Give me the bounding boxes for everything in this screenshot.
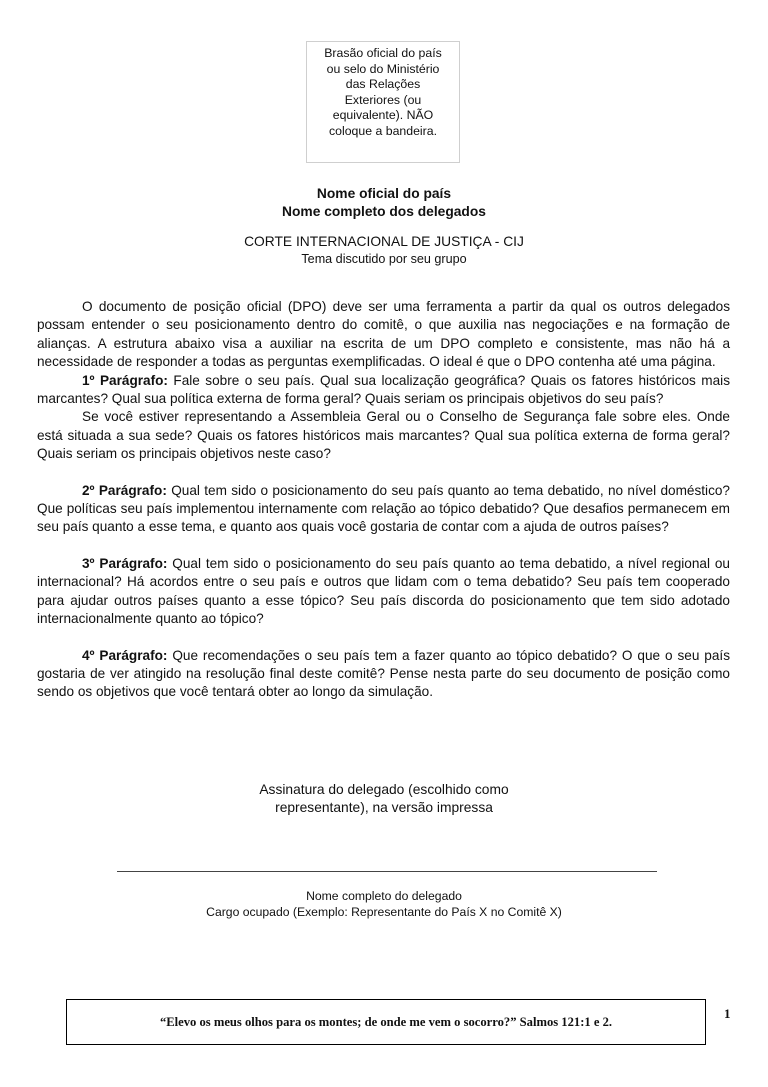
seal-line: das Relações: [345, 77, 421, 91]
seal-placeholder-box: [306, 41, 460, 163]
paragraph-3-text: Qual tem sido o posicionamento do seu país quanto ao tema debatido, a nível regional ou internacional? Há acordos entre o seu país e outros que lidam com o tema debatido? Seu país tem cooperado para ajudar outros países quanto a esse tópico? Seu país discorda do posicionamento que tem sido adotado internacionalmente quanto ao tópico?: [37, 555, 730, 627]
signature-instruction-line-2: representante), na versão impressa: [275, 800, 493, 815]
delegate-full-name: Nome completo do delegado: [306, 889, 462, 903]
delegates-names: Nome completo dos delegados: [282, 204, 486, 219]
signature-instruction-line-1: Assinatura do delegado (escolhido como: [259, 782, 509, 797]
paragraph-2: [37, 482, 730, 537]
seal-line: ou selo do Ministério: [326, 61, 440, 76]
paragraph-1-label: 1º Parágrafo:: [82, 372, 168, 388]
country-name: Nome oficial do país: [316, 186, 452, 201]
document-body: [37, 298, 730, 702]
footer-quote: “Elevo os meus olhos para os montes; de onde me vem o socorro?” Salmos 121:1 e 2.: [159, 1014, 613, 1029]
signature-line: [117, 871, 657, 872]
seal-line: equivalente). NÃO: [332, 108, 434, 122]
paragraph-2-text: Qual tem sido o posicionamento do seu país quanto ao tema debatido, no nível doméstico? Que políticas seu país implementou internamente com relação ao tópico debatido? Que desafios permanecem em seu país quanto a esse tema, e quanto aos quais você gostaria de contar com a ajuda de outros países?: [37, 482, 730, 535]
topic-title: Tema discutido por seu grupo: [301, 252, 467, 266]
committee-name: CORTE INTERNACIONAL DE JUSTIÇA - CIJ: [244, 234, 524, 249]
paragraph-4-label: 4º Parágrafo:: [82, 647, 168, 663]
paragraph-1: [37, 372, 730, 409]
paragraph-1-text: Fale sobre o seu país. Qual sua localização geográfica? Quais os fatores históricos mais marcantes? Qual sua política externa de forma geral? Quais seriam os principais objetivos do seu país?: [37, 372, 730, 407]
paragraph-4-text: Que recomendações o seu país tem a fazer quanto ao tópico debatido? O que o seu país gostaria de ver atingido na resolução final deste comitê? Pense nesta parte do seu documento de posição como sendo os objetivos que você tentará obter ao longo da simulação.: [37, 647, 730, 700]
paragraph-3-label: 3º Parágrafo:: [82, 555, 168, 571]
footer-quote-box: [66, 999, 706, 1045]
paragraph-4: [37, 647, 730, 702]
paragraph-3: [37, 555, 730, 629]
intro-paragraph: O documento de posição oficial (DPO) deve ser uma ferramenta a partir da qual os outros delegados possam entender o seu posicionamento dentro do comitê, o que auxilia nas negociações e na formação de alianças. A estrutura abaixo visa a auxiliar na escrita de um DPO completo e consistente, mas não há a necessidade de responder a todas as perguntas exemplificadas. O ideal é que o DPO contenha até uma página.: [37, 299, 730, 370]
seal-line: Brasão oficial do país: [324, 46, 442, 60]
seal-line: coloque a bandeira.: [328, 123, 438, 138]
delegate-role: Cargo ocupado (Exemplo: Representante do País X no Comitê X): [206, 905, 562, 919]
paragraph-2-label: 2º Parágrafo:: [82, 482, 167, 498]
seal-line: Exteriores (ou: [344, 92, 422, 107]
paragraph-1-extra: Se você estiver representando a Assembleia Geral ou o Conselho de Segurança fale sobre eles. Onde está situada a sua sede? Quais os fatores históricos mais marcantes? Qual sua política externa de forma geral? Quais seriam os principais objetivos neste caso?: [37, 409, 730, 462]
page-number: 1: [724, 1006, 731, 1021]
